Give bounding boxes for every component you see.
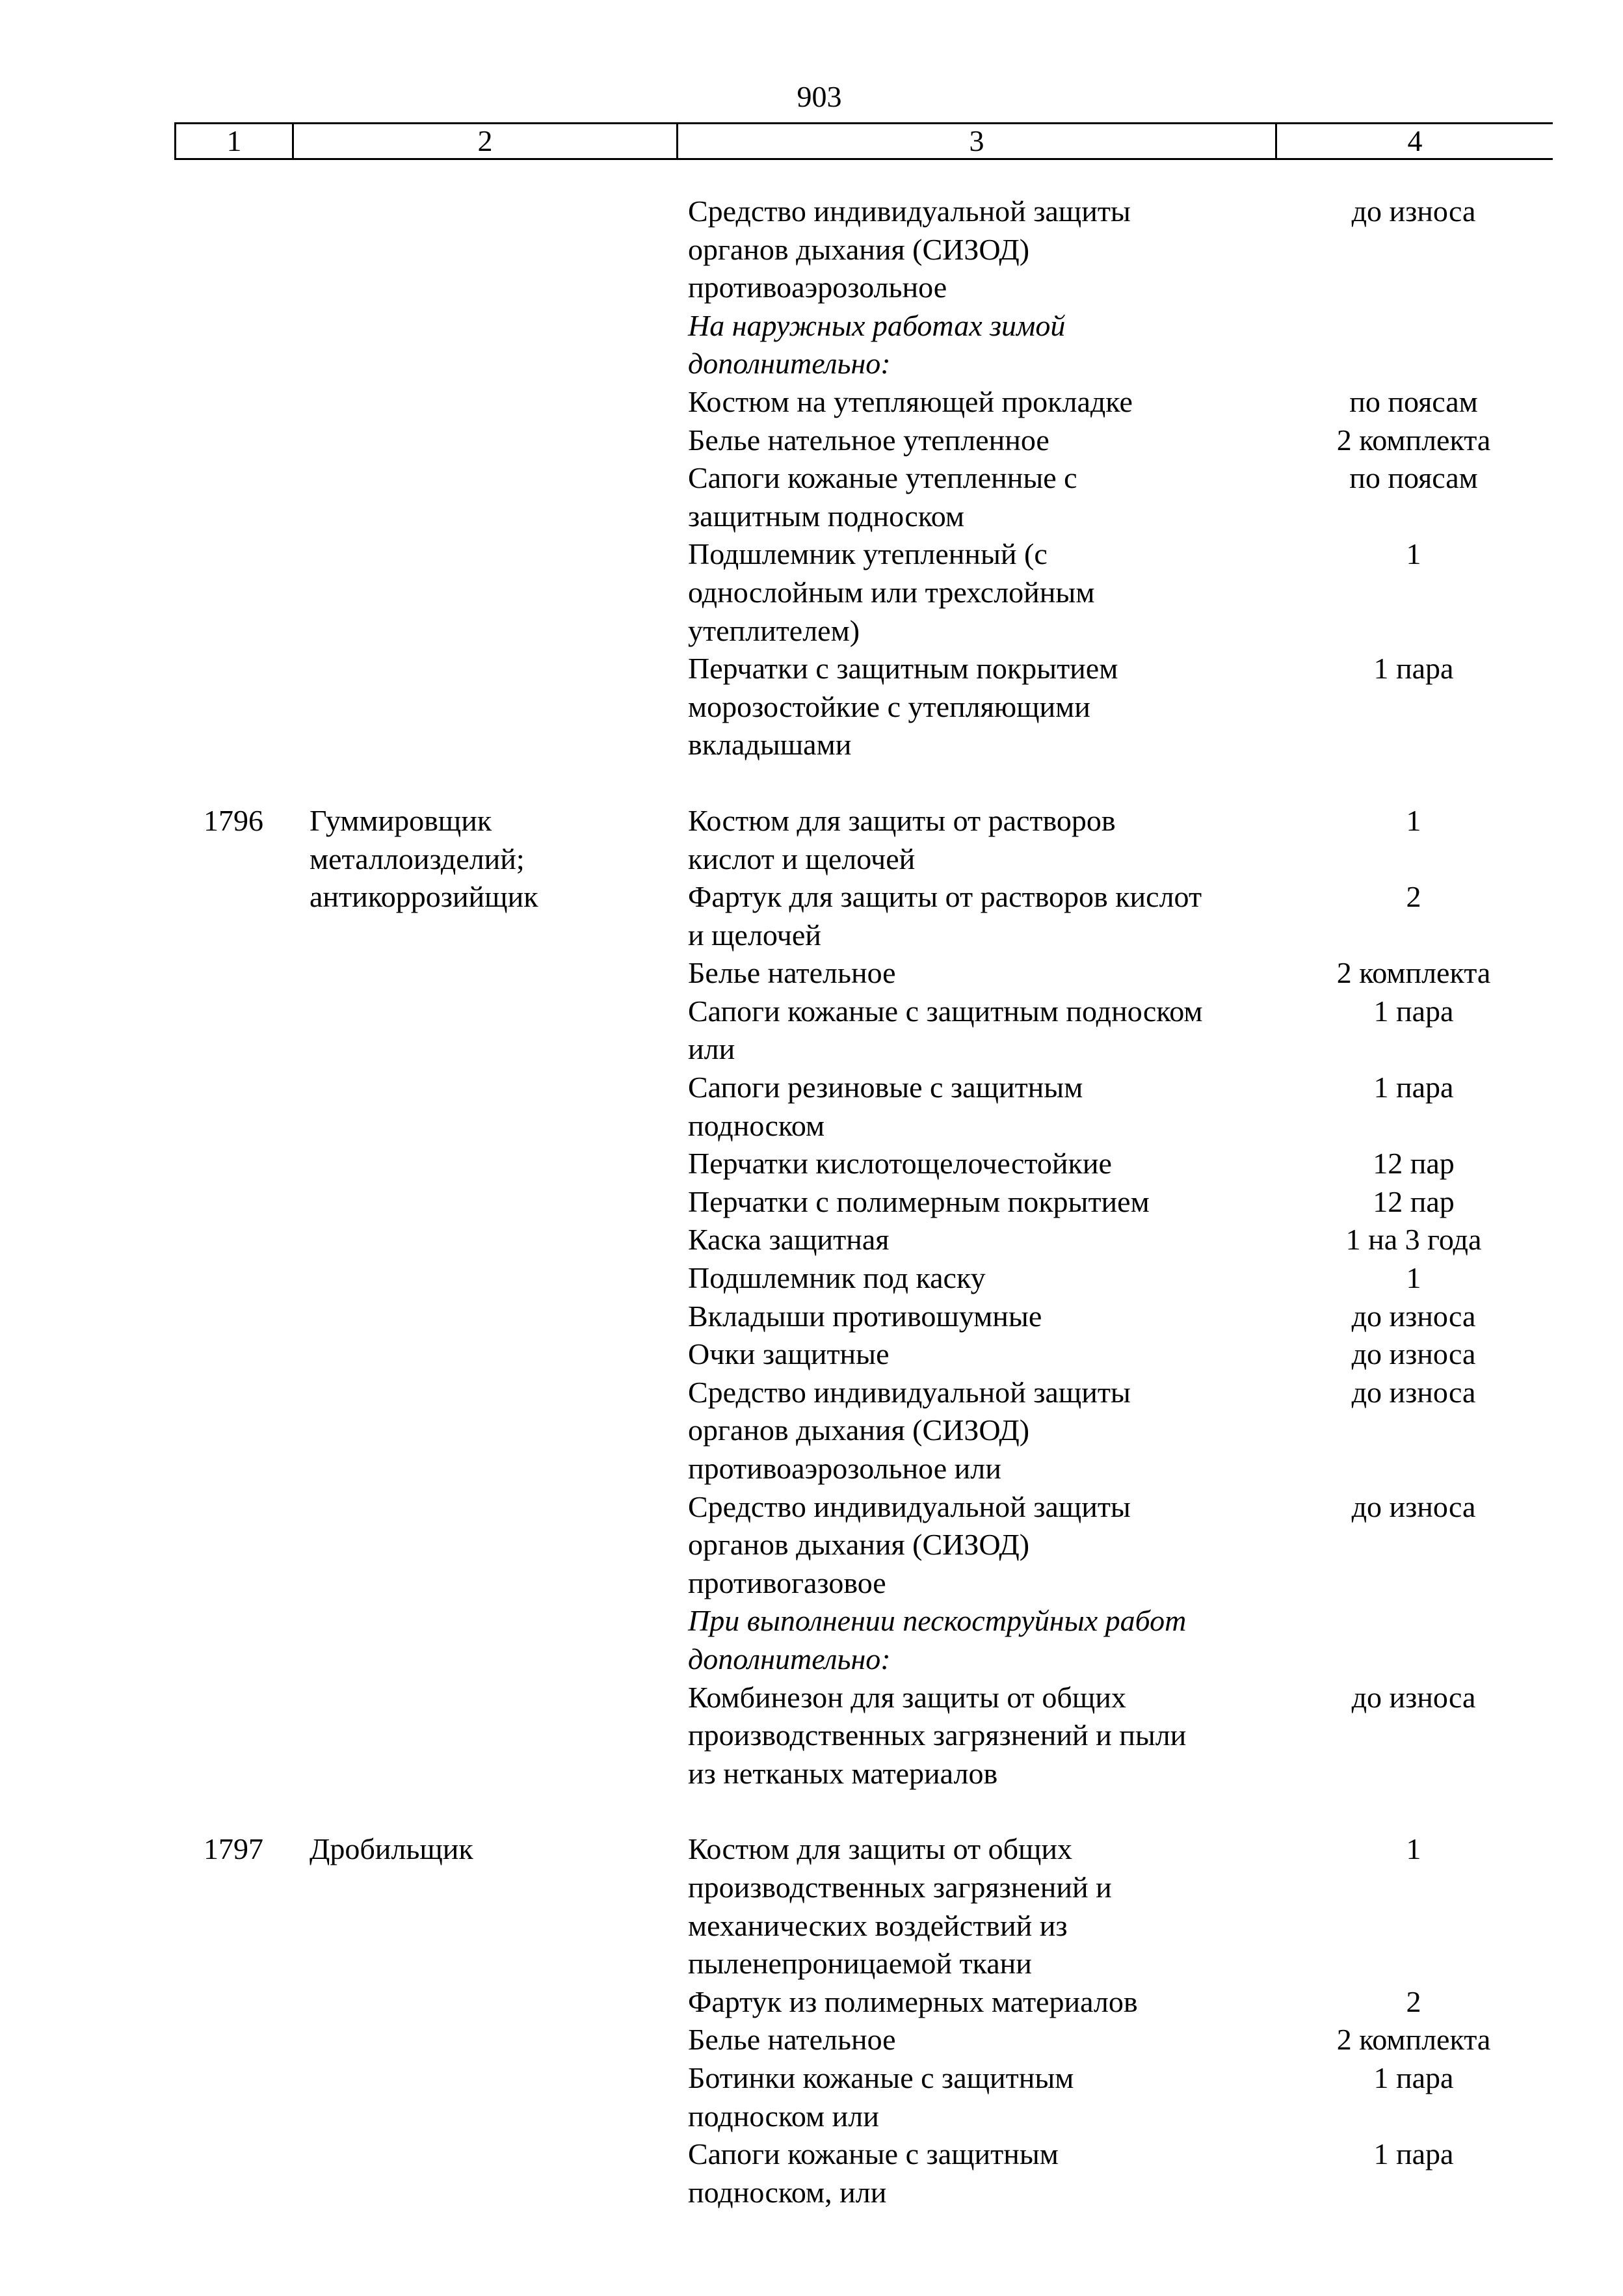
item-norm: 1 bbox=[1406, 1832, 1421, 1866]
item-norm: 2 комплекта bbox=[1336, 2023, 1491, 2057]
item-name-line: производственных загрязнений и bbox=[688, 1870, 1112, 1904]
item-norm: 12 пар bbox=[1373, 1184, 1455, 1218]
profession bbox=[293, 193, 676, 764]
item-name bbox=[676, 535, 1274, 650]
continuation-block bbox=[174, 193, 1553, 764]
column-header-3: 3 bbox=[678, 124, 1276, 159]
item-name-line: дополнительно: bbox=[688, 1642, 891, 1675]
item-row bbox=[676, 650, 1553, 764]
row-number: 1796 bbox=[204, 803, 263, 837]
item-row bbox=[676, 2021, 1553, 2059]
item-name-line: Средство индивидуальной защиты bbox=[688, 1375, 1131, 1409]
item-name-line: или bbox=[688, 1032, 735, 1066]
item-name bbox=[676, 2021, 1274, 2059]
item-name bbox=[676, 1374, 1274, 1488]
item-name-line: подноском или bbox=[688, 2099, 879, 2133]
profession-line: Дробильщик bbox=[310, 1832, 473, 1866]
item-name bbox=[676, 459, 1274, 535]
item-name bbox=[676, 383, 1274, 421]
item-name-line: из нетканых материалов bbox=[688, 1756, 998, 1790]
item-name bbox=[676, 1069, 1274, 1145]
item-name-line: При выполнении пескоструйных работ bbox=[688, 1604, 1187, 1638]
item-name-line: Белье нательное bbox=[688, 2023, 896, 2057]
item-name-line: Каска защитная bbox=[688, 1223, 890, 1257]
item-row bbox=[676, 1221, 1553, 1259]
item-name-line: Сапоги кожаные с защитным bbox=[688, 2137, 1059, 2171]
item-name bbox=[676, 954, 1274, 993]
item-name bbox=[676, 421, 1274, 460]
item-name-line: Перчатки кислотощелочестойкие bbox=[688, 1147, 1112, 1181]
item-norm: по поясам bbox=[1349, 461, 1478, 495]
profession-line: металлоизделий; bbox=[310, 842, 525, 875]
item-name-line: Костюм для защиты от растворов bbox=[688, 803, 1116, 837]
item-name bbox=[676, 1602, 1274, 1678]
item-name-line: Фартук из полимерных материалов bbox=[688, 1984, 1138, 2018]
item-name-line: дополнительно: bbox=[688, 347, 891, 380]
item-norm: 1 пара bbox=[1373, 1071, 1454, 1104]
table-row bbox=[174, 1830, 1553, 2211]
item-name-line: Сапоги кожаные утепленные с bbox=[688, 461, 1077, 495]
item-norm: до износа bbox=[1351, 1489, 1476, 1523]
item-row bbox=[676, 1983, 1553, 2022]
row-gap bbox=[174, 1793, 1553, 1830]
item-name-line: Подшлемник под каску bbox=[688, 1261, 986, 1295]
item-name bbox=[676, 1183, 1274, 1221]
item-name bbox=[676, 307, 1274, 383]
item-name-line: противоаэрозольное или bbox=[688, 1452, 1001, 1485]
item-row bbox=[676, 383, 1553, 421]
item-name-line: Средство индивидуальной защиты bbox=[688, 1489, 1131, 1523]
column-header-1: 1 bbox=[176, 124, 293, 159]
item-name-line: Средство индивидуальной защиты bbox=[688, 194, 1131, 228]
item-row bbox=[676, 1830, 1553, 1982]
column-header-4: 4 bbox=[1276, 124, 1553, 159]
item-name-line: противоаэрозольное bbox=[688, 271, 947, 304]
item-note bbox=[676, 307, 1553, 383]
item-name-line: Костюм на утепляющей прокладке bbox=[688, 384, 1133, 418]
item-name-line: Подшлемник утепленный (с bbox=[688, 537, 1048, 571]
item-name-line: противогазовое bbox=[688, 1566, 886, 1599]
item-name-line: морозостойкие с утепляющими bbox=[688, 689, 1090, 723]
item-name-line: Сапоги кожаные с защитным подноском bbox=[688, 994, 1203, 1028]
item-name-line: Сапоги резиновые с защитным bbox=[688, 1071, 1083, 1104]
item-norm: 1 пара bbox=[1373, 2061, 1454, 2094]
item-row bbox=[676, 878, 1553, 954]
item-row bbox=[676, 802, 1553, 878]
item-name bbox=[676, 878, 1274, 954]
item-name bbox=[676, 802, 1274, 878]
item-norm: 12 пар bbox=[1373, 1147, 1455, 1181]
item-norm: до износа bbox=[1351, 1375, 1476, 1409]
item-norm: по поясам bbox=[1349, 384, 1478, 418]
item-row bbox=[676, 993, 1553, 1069]
page-number: 903 bbox=[797, 80, 842, 113]
item-name-line: подноском bbox=[688, 1108, 825, 1142]
item-row bbox=[676, 459, 1553, 535]
row-gap bbox=[174, 764, 1553, 802]
item-name bbox=[676, 1335, 1274, 1374]
table-body bbox=[174, 193, 1553, 2211]
item-name bbox=[676, 650, 1274, 764]
item-name bbox=[676, 2135, 1274, 2211]
item-name-line: Костюм для защиты от общих bbox=[688, 1832, 1073, 1866]
row-number bbox=[174, 193, 293, 764]
item-name bbox=[676, 1259, 1274, 1298]
item-norm: 2 bbox=[1406, 880, 1421, 914]
item-name bbox=[676, 1830, 1274, 1982]
item-row bbox=[676, 1259, 1553, 1298]
item-name-line: производственных загрязнений и пыли bbox=[688, 1718, 1187, 1752]
item-norm: 1 bbox=[1406, 803, 1421, 837]
item-name-line: защитным подноском bbox=[688, 499, 964, 533]
item-row bbox=[676, 1335, 1553, 1374]
item-list bbox=[676, 1830, 1553, 2211]
item-row bbox=[676, 535, 1553, 650]
item-row bbox=[676, 421, 1553, 460]
item-name-line: Белье нательное bbox=[688, 956, 896, 990]
item-row bbox=[676, 1488, 1553, 1603]
item-name-line: Перчатки с полимерным покрытием bbox=[688, 1184, 1150, 1218]
item-name bbox=[676, 1221, 1274, 1259]
item-norm bbox=[1274, 307, 1553, 383]
item-name-line: органов дыхания (СИЗОД) bbox=[688, 1528, 1030, 1562]
item-name bbox=[676, 1679, 1274, 1793]
item-row bbox=[676, 1183, 1553, 1221]
item-norm: 1 bbox=[1406, 1261, 1421, 1295]
item-row bbox=[676, 1145, 1553, 1183]
item-name-line: Белье нательное утепленное bbox=[688, 423, 1049, 457]
item-name-line: Вкладыши противошумные bbox=[688, 1299, 1042, 1333]
item-name-line: кислот и щелочей bbox=[688, 842, 916, 875]
item-name-line: органов дыхания (СИЗОД) bbox=[688, 232, 1030, 266]
item-name-line: утеплителем) bbox=[688, 613, 860, 647]
item-name-line: и щелочей bbox=[688, 918, 821, 952]
item-name bbox=[676, 1488, 1274, 1603]
item-name-line: механических воздействий из bbox=[688, 1908, 1068, 1942]
item-name-line: однослойным или трехслойным bbox=[688, 575, 1095, 609]
profession bbox=[293, 1830, 676, 2211]
item-norm bbox=[1274, 1602, 1553, 1678]
item-norm: 1 пара bbox=[1373, 994, 1454, 1028]
item-norm: 2 комплекта bbox=[1336, 423, 1491, 457]
item-row bbox=[676, 1069, 1553, 1145]
item-row bbox=[676, 193, 1553, 307]
item-name-line: Очки защитные bbox=[688, 1337, 890, 1371]
item-name bbox=[676, 1983, 1274, 2022]
item-name bbox=[676, 2059, 1274, 2135]
item-row bbox=[676, 2135, 1553, 2211]
item-row bbox=[676, 1298, 1553, 1336]
item-name-line: Комбинезон для защиты от общих bbox=[688, 1680, 1126, 1714]
column-header-2: 2 bbox=[293, 124, 678, 159]
item-norm: 1 пара bbox=[1373, 652, 1454, 686]
item-row bbox=[676, 2059, 1553, 2135]
item-name-line: пыленепроницаемой ткани bbox=[688, 1947, 1032, 1981]
item-name-line: Перчатки с защитным покрытием bbox=[688, 652, 1118, 686]
item-norm: до износа bbox=[1351, 1299, 1476, 1333]
profession-line: антикоррозийщик bbox=[310, 880, 538, 914]
row-number: 1797 bbox=[204, 1832, 263, 1866]
item-name-line: органов дыхания (СИЗОД) bbox=[688, 1413, 1030, 1447]
item-norm: 1 пара bbox=[1373, 2137, 1454, 2171]
item-norm: 1 bbox=[1406, 537, 1421, 571]
item-norm: до износа bbox=[1351, 194, 1476, 228]
item-name bbox=[676, 993, 1274, 1069]
item-norm: 1 на 3 года bbox=[1345, 1223, 1482, 1257]
item-name bbox=[676, 1298, 1274, 1336]
item-list bbox=[676, 193, 1553, 764]
item-name-line: Фартук для защиты от растворов кислот bbox=[688, 880, 1202, 914]
item-norm: до износа bbox=[1351, 1680, 1476, 1714]
item-name bbox=[676, 193, 1274, 307]
profession-line: Гуммировщик bbox=[310, 803, 492, 837]
item-norm: 2 комплекта bbox=[1336, 956, 1491, 990]
item-name-line: На наружных работах зимой bbox=[688, 308, 1066, 342]
column-header-row bbox=[174, 122, 1553, 160]
item-name-line: подноском, или bbox=[688, 2175, 887, 2209]
item-list bbox=[676, 802, 1553, 1793]
item-row bbox=[676, 954, 1553, 993]
table-row bbox=[174, 802, 1553, 1793]
profession bbox=[293, 802, 676, 1793]
item-note bbox=[676, 1602, 1553, 1678]
item-norm: 2 bbox=[1406, 1984, 1421, 2018]
item-name-line: вкладышами bbox=[688, 728, 852, 762]
item-norm: до износа bbox=[1351, 1337, 1476, 1371]
item-row bbox=[676, 1679, 1553, 1793]
item-name bbox=[676, 1145, 1274, 1183]
item-name-line: Ботинки кожаные с защитным bbox=[688, 2061, 1074, 2094]
item-row bbox=[676, 1374, 1553, 1488]
